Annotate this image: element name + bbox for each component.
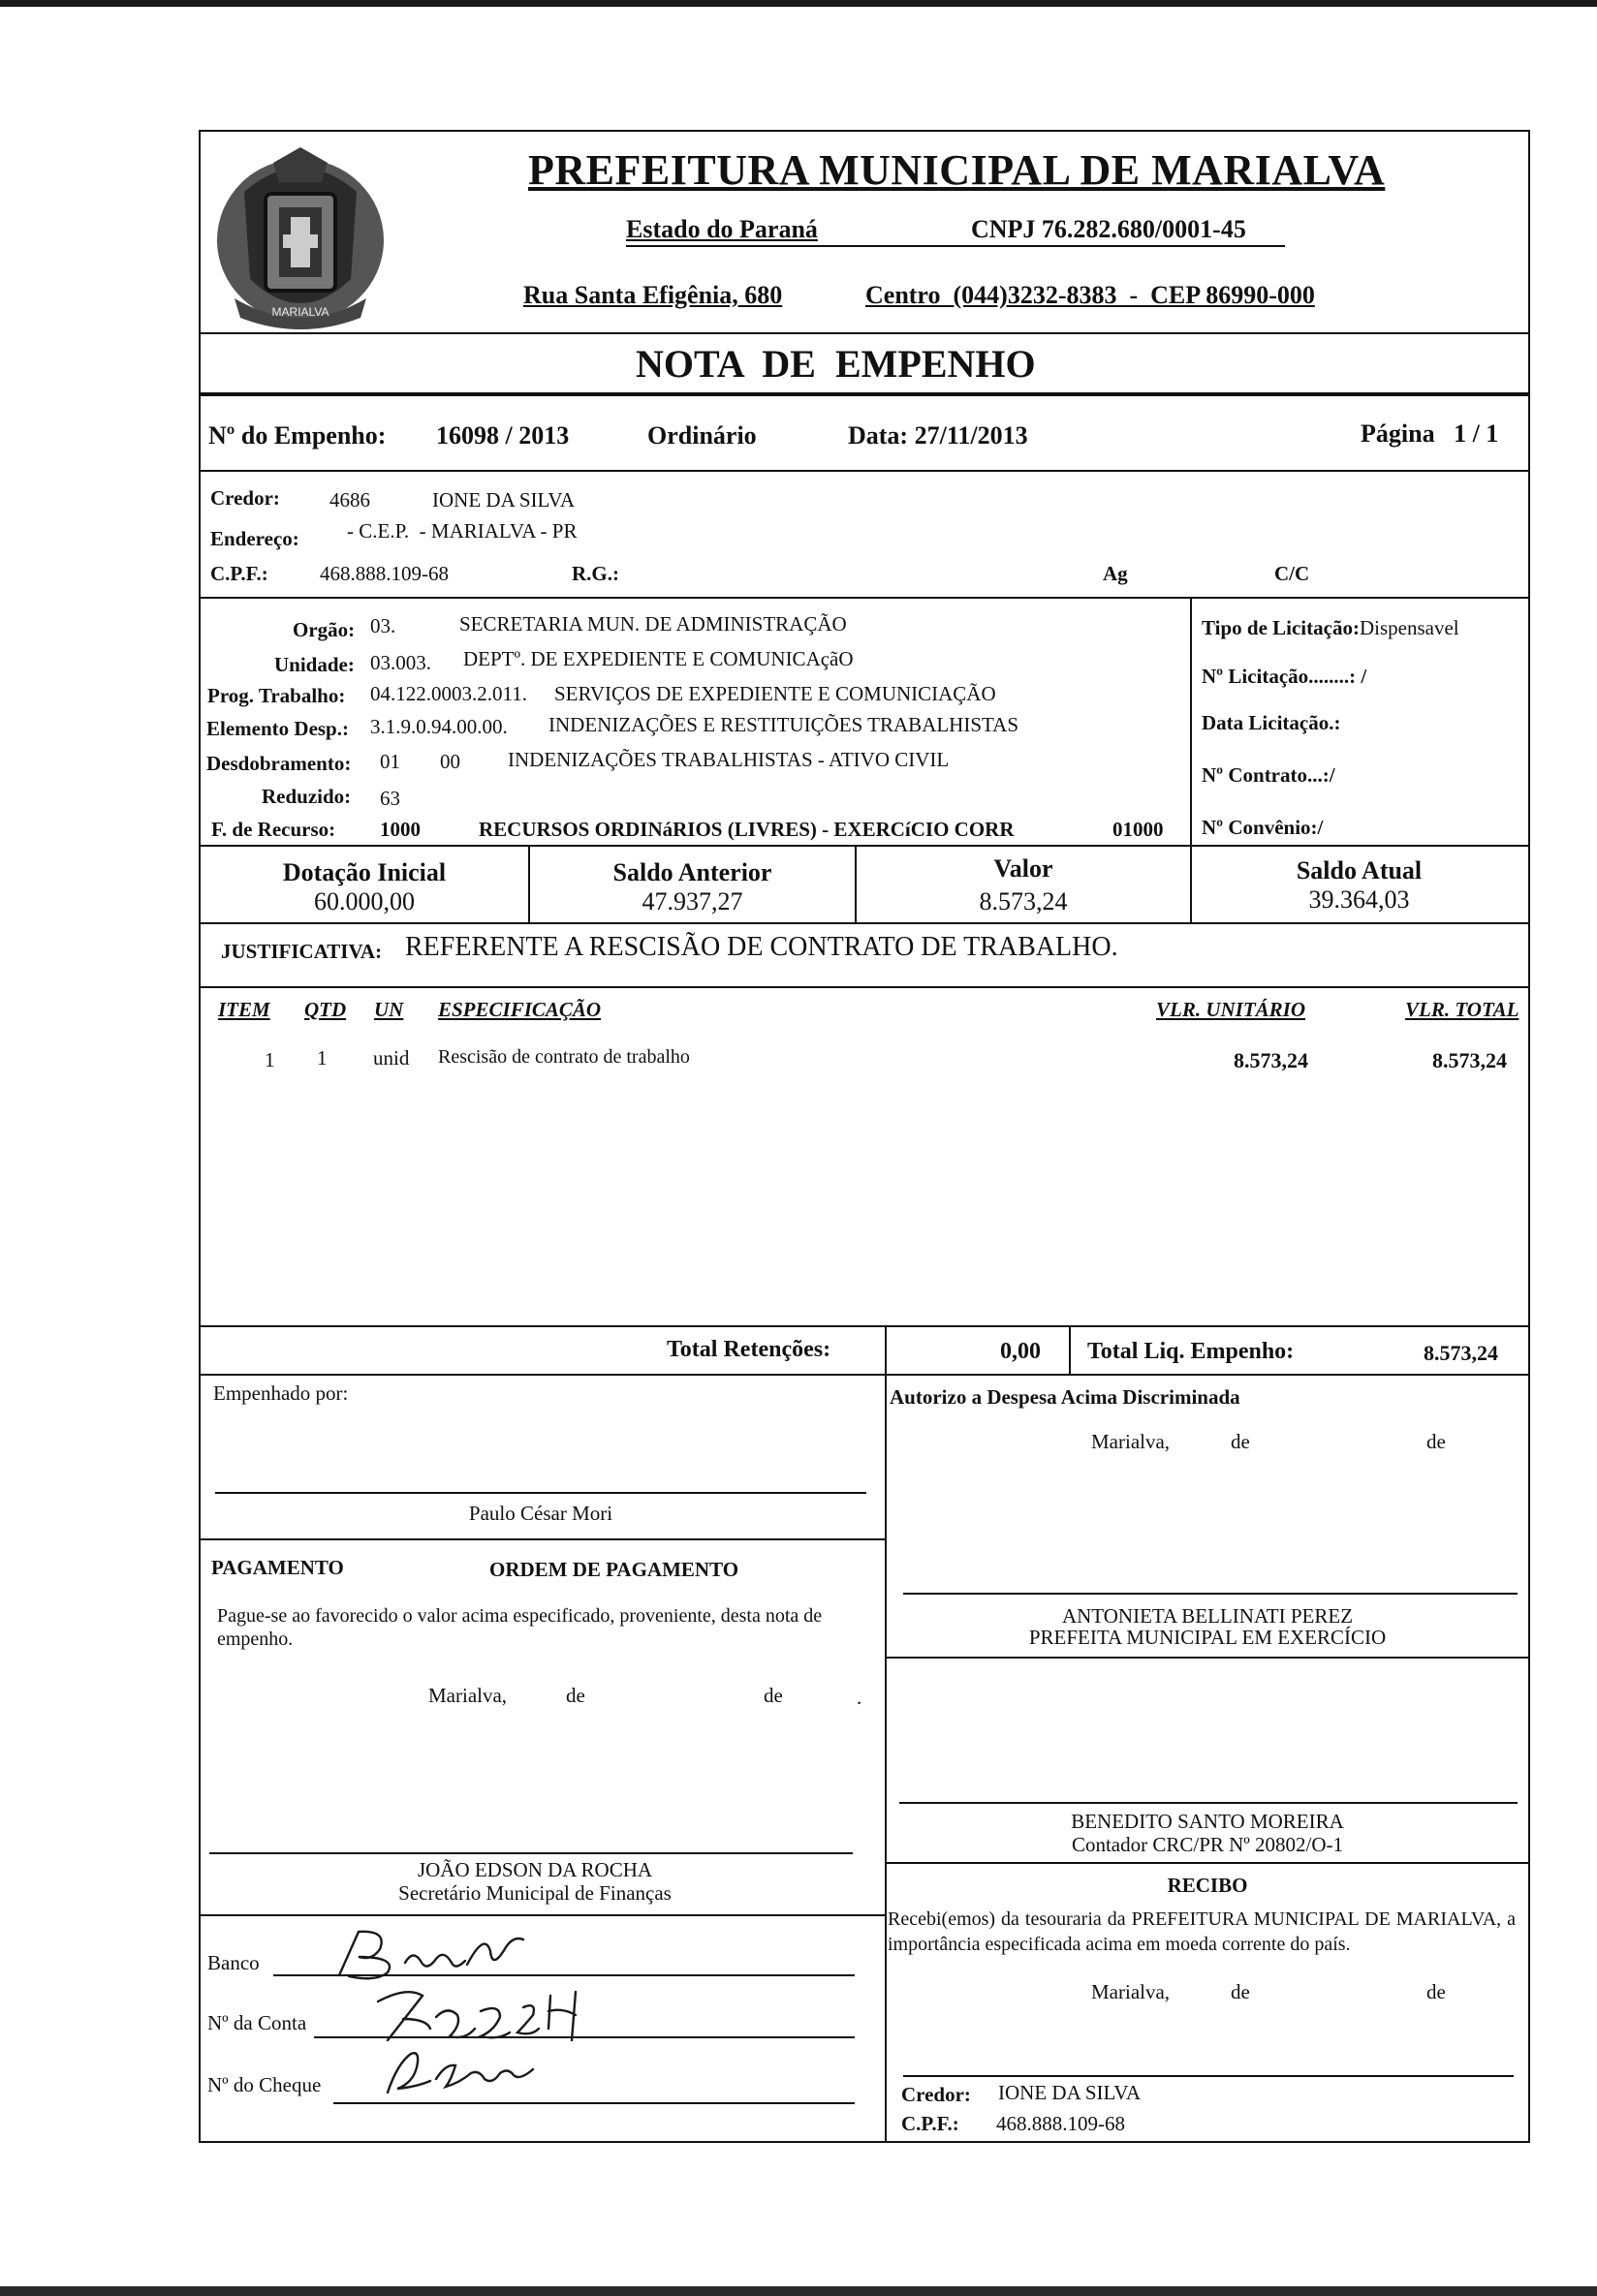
pagamento-label: PAGAMENTO [211, 1556, 344, 1579]
desdobramento-code-2: 00 [440, 750, 460, 773]
header-line-1 [626, 245, 1285, 247]
header-state: Estado do Paraná [626, 215, 818, 243]
header-cnpj: CNPJ 76.282.680/0001-45 [971, 215, 1246, 243]
pagamento-de-2: de [764, 1684, 783, 1707]
banco-label: Banco [207, 1951, 260, 1974]
autorizo-de-1: de [1231, 1430, 1250, 1453]
pagamento-text: Pague-se ao favorecido o valor acima especificado, proveniente, desta nota de empenho. [217, 1605, 823, 1650]
handwritten-cheque [378, 2044, 591, 2102]
justificativa-text: REFERENTE A RESCISÃO DE CONTRATO DE TRABALHO. [405, 932, 1118, 962]
cpf-label: C.P.F.: [210, 562, 268, 585]
recibo-signature-line [903, 2075, 1514, 2077]
empenho-date: Data: 27/11/2013 [848, 421, 1028, 450]
empenho-label: Nº do Empenho: [208, 421, 387, 450]
retencoes-label: Total Retenções: [667, 1337, 831, 1362]
divider-justificativa [199, 986, 1528, 988]
col-header-qtd: QTD [304, 998, 347, 1021]
unidade-label: Unidade: [274, 653, 355, 676]
cc-label: C/C [1274, 562, 1310, 585]
divider-header [199, 332, 1528, 334]
recibo-credor-label: Credor: [901, 2083, 971, 2106]
pagamento-de-1: de [566, 1684, 585, 1707]
ordem-pagamento-label: ORDEM DE PAGAMENTO [489, 1558, 739, 1581]
row-vlr-total: 8.573,24 [1432, 1048, 1507, 1072]
divider-totals-2 [1069, 1325, 1071, 1374]
reduzido-label: Reduzido: [262, 785, 352, 808]
valor-label: Valor [993, 854, 1053, 883]
recibo-place: Marialva, [1091, 1980, 1171, 2003]
valor-value: 8.573,24 [979, 887, 1068, 915]
numero-licitacao: Nº Licitação........: / [1202, 665, 1367, 688]
unidade-code: 03.003. [370, 651, 431, 674]
header-address-rest: Centro (044)3232-8383 - CEP 86990-000 [865, 281, 1315, 309]
empenho-page: Página 1 / 1 [1361, 419, 1499, 448]
empenho-type: Ordinário [647, 421, 757, 450]
unidade-name: DEPTº. DE EXPEDIENTE E COMUNICAçãO [463, 647, 854, 670]
cheque-label: Nº do Cheque [207, 2073, 322, 2096]
contador-title: Contador CRC/PR Nº 20802/O-1 [1071, 1833, 1344, 1856]
credor-name: IONE DA SILVA [432, 488, 576, 512]
tipo-licitacao [1202, 616, 1459, 640]
row-qtd: 1 [317, 1046, 328, 1070]
pagamento-signer-title: Secretário Municipal de Finanças [398, 1881, 672, 1905]
elemento-label: Elemento Desp.: [206, 717, 349, 740]
handwritten-banco [320, 1922, 552, 1990]
col-header-vlr-total: VLR. TOTAL [1405, 998, 1519, 1021]
tipo-licitacao-value: Dispensavel [1359, 616, 1459, 639]
recurso-name: RECURSOS ORDINáRIOS (LIVRES) - EXERCíCIO CORR [479, 818, 1015, 841]
desdobramento-label: Desdobramento: [206, 752, 352, 775]
pagamento-dot: . [857, 1686, 862, 1709]
divider-balances [199, 922, 1528, 924]
recibo-title: RECIBO [1167, 1874, 1248, 1897]
coat-of-arms-logo [205, 134, 395, 337]
reduzido-code: 63 [380, 787, 400, 810]
liquido-label: Total Liq. Empenho: [1087, 1339, 1295, 1364]
contador-name: BENEDITO SANTO MOREIRA [1071, 1810, 1344, 1833]
row-item: 1 [265, 1048, 275, 1071]
credor-code: 4686 [329, 488, 370, 512]
prog-code: 04.122.0003.2.011. [370, 682, 527, 705]
recibo-credor-name: IONE DA SILVA [998, 2081, 1142, 2104]
ag-label: Ag [1103, 562, 1128, 585]
scan-edge-top [0, 0, 1597, 7]
empenhado-label: Empenhado por: [213, 1381, 349, 1405]
saldo-anterior-label: Saldo Anterior [612, 858, 772, 886]
desdobramento-name: INDENIZAÇÕES TRABALHISTAS - ATIVO CIVIL [508, 748, 950, 771]
saldo-atual-label: Saldo Atual [1296, 856, 1423, 884]
contador-signature-line [899, 1802, 1518, 1804]
divider-budget [199, 845, 1528, 847]
divider-lower-vertical [885, 1374, 887, 2141]
autorizo-signer-title: PREFEITA MUNICIPAL EM EXERCÍCIO [1028, 1626, 1387, 1649]
saldo-atual-value: 39.364,03 [1308, 885, 1410, 914]
empenhado-signature-line [215, 1492, 866, 1494]
divider-autorizo [885, 1657, 1528, 1659]
svg-text:MARIALVA: MARIALVA [271, 305, 329, 319]
numero-contrato: Nº Contrato...:/ [1202, 763, 1335, 787]
autorizo-label: Autorizo a Despesa Acima Discriminada [890, 1385, 1240, 1409]
autorizo-signer-name: ANTONIETA BELLINATI PEREZ [1061, 1604, 1354, 1628]
recurso-label: F. de Recurso: [211, 818, 336, 841]
prog-label: Prog. Trabalho: [207, 684, 346, 707]
table-row [199, 1046, 1526, 1075]
recibo-cpf-label: C.P.F.: [901, 2112, 959, 2135]
row-especificacao: Rescisão de contrato de trabalho [438, 1046, 690, 1068]
col-header-vlr-unitario: VLR. UNITÁRIO [1156, 998, 1306, 1021]
dotacao-label: Dotação Inicial [282, 858, 447, 886]
divider-items [199, 1325, 1528, 1327]
header-address: Rua Santa Efigênia, 680 [523, 281, 783, 309]
empenho-number: 16098 / 2013 [436, 421, 570, 450]
col-header-item: ITEM [218, 998, 270, 1021]
orgao-code: 03. [370, 614, 396, 637]
justificativa-label: JUSTIFICATIVA: [221, 940, 383, 963]
elemento-code: 3.1.9.0.94.00.00. [370, 715, 508, 738]
autorizo-de-2: de [1426, 1430, 1446, 1453]
orgao-label: Orgão: [293, 618, 356, 641]
retencoes-value: 0,00 [1000, 1339, 1041, 1364]
divider-empenhado [199, 1538, 885, 1540]
document-title: NOTA DE EMPENHO [636, 342, 1036, 386]
header-title: PREFEITURA MUNICIPAL DE MARIALVA [528, 146, 1386, 194]
divider-totals [199, 1374, 1528, 1376]
row-un: unid [373, 1046, 410, 1070]
empenhado-name: Paulo César Mori [468, 1502, 613, 1525]
pagamento-place: Marialva, [428, 1684, 508, 1707]
address-label: Endereço: [210, 527, 299, 550]
rg-label: R.G.: [572, 562, 619, 585]
divider-contador [885, 1862, 1528, 1864]
recibo-text: Recebi(emos) da tesouraria da PREFEITURA MUNICIPAL DE MARIALVA, a importância especificada acima em moeda corrente do país. [888, 1908, 1516, 1955]
cpf-value: 468.888.109-68 [320, 562, 449, 585]
elemento-name: INDENIZAÇÕES E RESTITUIÇÕES TRABALHISTAS [548, 713, 1019, 736]
conta-label: Nº da Conta [207, 2011, 307, 2034]
divider-empenho [199, 470, 1528, 472]
recibo-de-1: de [1231, 1980, 1250, 2003]
col-header-un: UN [374, 998, 404, 1021]
address-value: - C.E.P. - MARIALVA - PR [347, 519, 578, 543]
saldo-anterior-value: 47.937,27 [642, 887, 743, 915]
prog-name: SERVIÇOS DE EXPEDIENTE E COMUNICIAÇÃO [554, 682, 996, 705]
pagamento-signature-line [209, 1852, 853, 1854]
data-licitacao: Data Licitação.: [1202, 711, 1341, 734]
divider-credor [199, 597, 1528, 599]
recurso-number: 01000 [1112, 818, 1164, 841]
handwritten-conta [368, 1982, 601, 2050]
desdobramento-code-1: 01 [380, 750, 400, 773]
divider-title [199, 392, 1528, 396]
dotacao-value: 60.000,00 [314, 887, 415, 915]
recibo-cpf-value: 468.888.109-68 [996, 2112, 1125, 2135]
row-vlr-unitario: 8.573,24 [1234, 1048, 1308, 1072]
scan-edge-bottom [0, 2286, 1597, 2296]
divider-totals-1 [885, 1325, 887, 1374]
numero-convenio: Nº Convênio:/ [1202, 816, 1324, 839]
credor-label: Credor: [210, 486, 280, 510]
col-header-especificacao: ESPECIFICAÇÃO [438, 998, 602, 1021]
recibo-de-2: de [1426, 1980, 1446, 2003]
orgao-name: SECRETARIA MUN. DE ADMINISTRAÇÃO [459, 612, 847, 636]
autorizo-place: Marialva, [1091, 1430, 1171, 1453]
recurso-code: 1000 [380, 818, 421, 841]
tipo-licitacao-label: Tipo de Licitação: [1202, 616, 1360, 639]
pagamento-signer-name: JOÃO EDSON DA ROCHA [417, 1858, 653, 1881]
autorizo-signature-line [903, 1593, 1518, 1595]
liquido-value: 8.573,24 [1424, 1341, 1498, 1365]
divider-pagamento [199, 1914, 885, 1916]
